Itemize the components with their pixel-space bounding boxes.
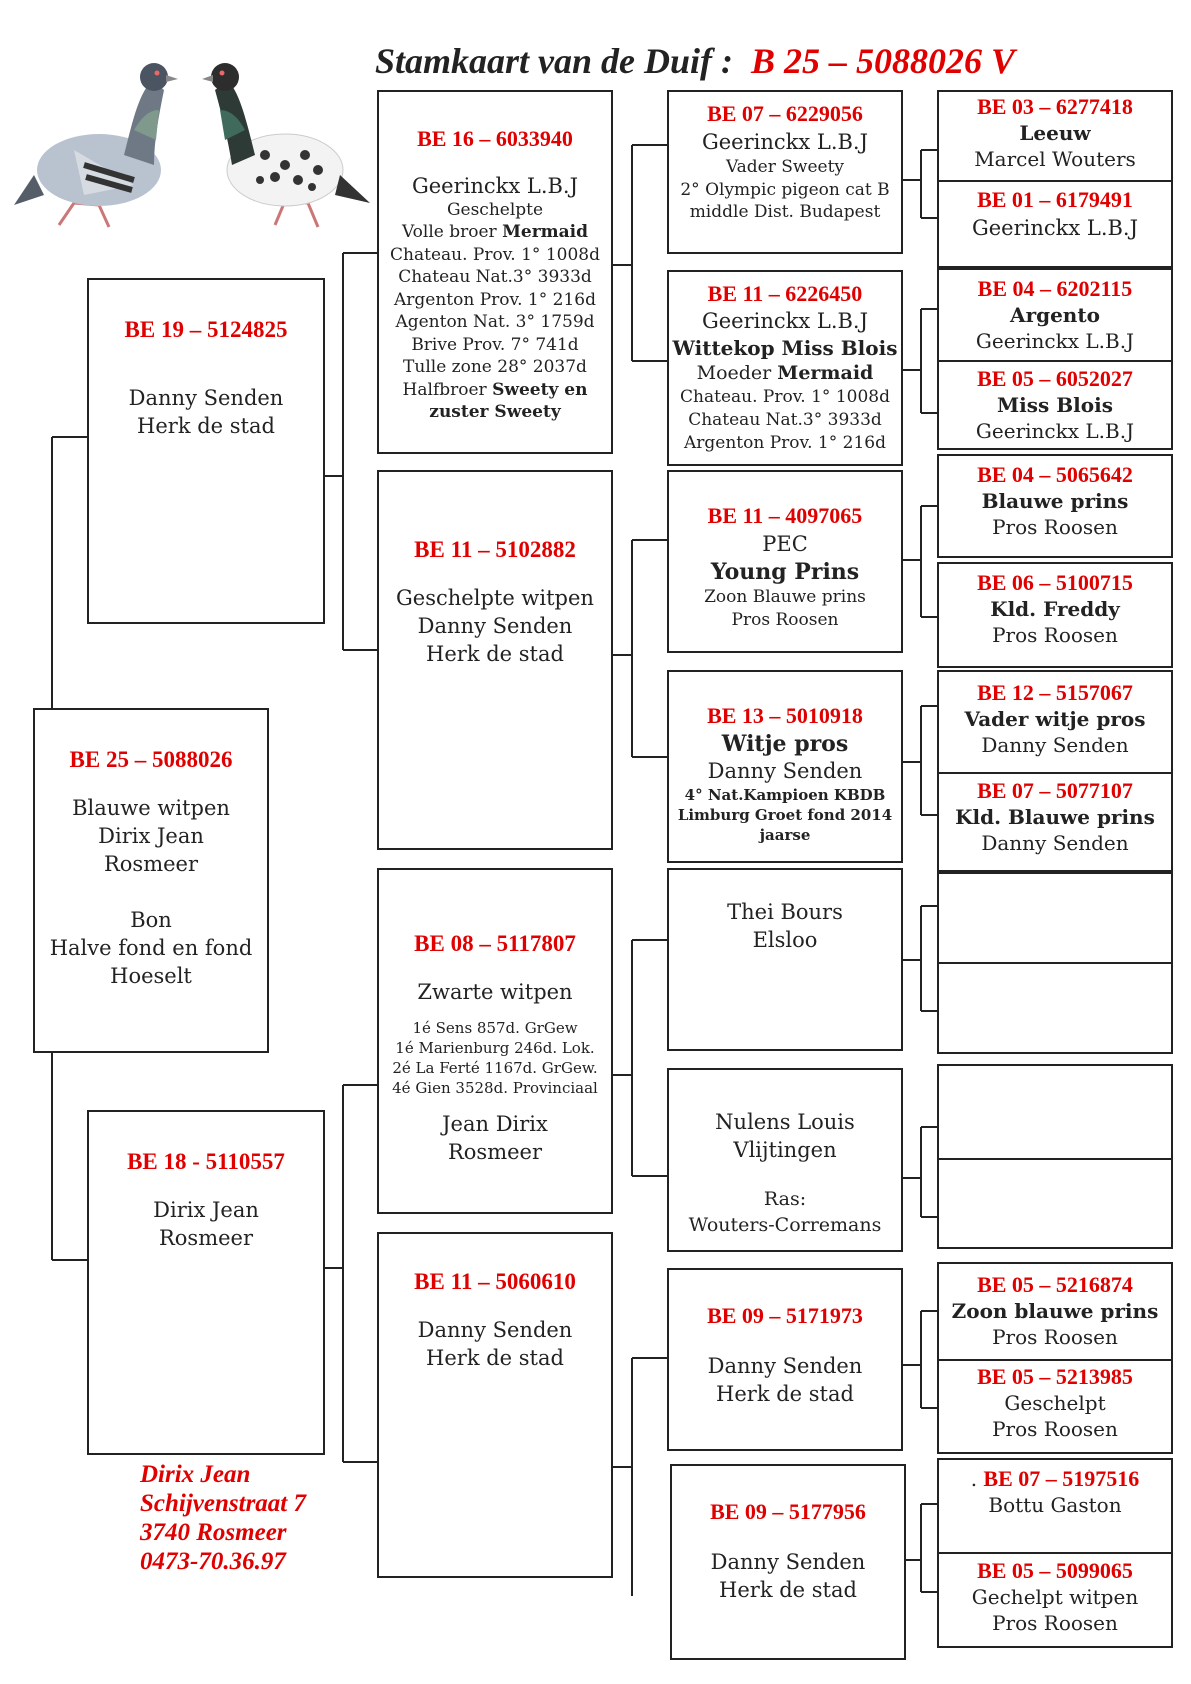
- color-line: Gechelpt witpen: [971, 1585, 1139, 1609]
- result-line: 4° Nat.Kampioen KBDB: [684, 786, 886, 804]
- owner-line: Geerinckx L.B.J: [971, 216, 1139, 240]
- pigeon-name: Zoon blauwe prins: [951, 1299, 1159, 1323]
- pigeon-name: Miss Blois: [997, 393, 1113, 417]
- ring-number: BE 05 – 5099065: [977, 1558, 1133, 1583]
- ring-number: BE 11 – 4097065: [707, 503, 863, 528]
- ring-number: BE 04 – 6202115: [977, 276, 1133, 301]
- ring-line: . BE 07 – 5197516: [970, 1466, 1140, 1491]
- ring-number: BE 09 – 5171973: [707, 1303, 863, 1328]
- owner-line: Herk de stad: [719, 1578, 857, 1602]
- mmf-box: [667, 1268, 903, 1451]
- bird-line: Rosmeer: [103, 852, 199, 876]
- ring-number: BE 09 – 5177956: [710, 1499, 866, 1524]
- ring-number: BE 16 – 6033940: [417, 126, 573, 151]
- info-line: 2° Olympic pigeon cat B: [680, 179, 890, 200]
- pigeon-name: Kld. Freddy: [990, 597, 1120, 621]
- result-line: 2é La Ferté 1167d. GrGew.: [392, 1059, 598, 1077]
- bird-line: [35, 878, 267, 906]
- pigeon-name: Witje pros: [721, 731, 849, 757]
- bird-line: Halve fond en fond: [49, 936, 253, 960]
- breed-line: Wouters-Corremans: [688, 1214, 882, 1236]
- result-line: Chateau. Prov. 1° 1008d: [390, 244, 600, 265]
- org-line: PEC: [762, 532, 808, 556]
- owner-line: Danny Senden: [417, 1318, 573, 1342]
- ring-number: BE 05 – 5213985: [977, 1364, 1133, 1389]
- info-line: Zoon Blauwe prins: [704, 587, 866, 607]
- owner-line: Dirix Jean: [153, 1198, 259, 1222]
- owner-line: Danny Senden: [707, 1354, 863, 1378]
- owner-line: Pros Roosen: [992, 515, 1118, 539]
- result-line: Argenton Prov. 1° 216d: [684, 433, 886, 453]
- bird-line: Dirix Jean: [98, 824, 204, 848]
- owner-line: Bottu Gaston: [988, 1493, 1122, 1517]
- father-mother-box: [377, 470, 613, 850]
- subject-pigeon-box: [33, 708, 269, 1053]
- sibling-line: Volle broer Mermaid: [401, 222, 589, 242]
- bird-line: Bon: [130, 908, 172, 932]
- blue-pigeon-image: [14, 55, 179, 233]
- owner-address: [140, 1460, 306, 1576]
- owner-line: Marcel Wouters: [974, 147, 1136, 171]
- mff-box: [667, 868, 903, 1051]
- ring-number: BE 04 – 5065642: [977, 462, 1133, 487]
- sibling-line: Halfbroer Sweety en: [402, 379, 588, 400]
- ring-number: BE 03 – 6277418: [977, 94, 1133, 119]
- ring-number: BE 19 – 5124825: [124, 317, 288, 342]
- owner-line: Pros Roosen: [992, 1325, 1118, 1349]
- ffm-box: [667, 270, 903, 466]
- owner-line: Danny Senden: [128, 386, 284, 410]
- owner-phone: 0473-70.36.97: [140, 1548, 286, 1575]
- ring-number: BE 07 – 5197516: [983, 1466, 1140, 1491]
- owner-line: Rosmeer: [158, 1226, 254, 1250]
- g5-group-4: [937, 1262, 1173, 1454]
- owner-line: Pros Roosen: [992, 1611, 1118, 1635]
- owner-line: Geerinckx L.B.J: [701, 130, 869, 154]
- ring-number: BE 18 - 5110557: [127, 1149, 285, 1174]
- ring-number: BE 25 – 5088026: [69, 747, 233, 772]
- owner-line: Danny Senden: [707, 759, 863, 783]
- color-line: Geschelpte: [446, 199, 544, 220]
- father-father-box: [377, 90, 613, 454]
- pigeon-name: Kld. Blauwe prins: [955, 805, 1155, 829]
- pigeon-name: Vader witje pros: [964, 707, 1146, 731]
- result-line: Chateau. Prov. 1° 1008d: [680, 387, 890, 407]
- pigeon-name: Wittekop Miss Blois: [672, 336, 898, 360]
- result-line: Chateau Nat.3° 3933d: [398, 267, 592, 287]
- sibling-line: Moeder Mermaid: [696, 362, 874, 384]
- ring-number: BE 05 – 6052027: [977, 366, 1133, 391]
- ring-number: BE 11 – 5060610: [414, 1269, 576, 1294]
- fmf-box: [667, 470, 903, 653]
- owner-line: Jean Dirix: [442, 1112, 548, 1136]
- owner-line: Geerinckx L.B.J: [975, 419, 1135, 443]
- owner-line: Herk de stad: [716, 1382, 854, 1406]
- info-line: Pros Roosen: [731, 610, 839, 630]
- result-line: Agenton Nat. 3° 1759d: [395, 312, 595, 332]
- result-line: jaarse: [759, 826, 811, 844]
- ring-number: BE 01 – 6179491: [977, 187, 1133, 212]
- owner-line: Geschelpte witpen: [396, 586, 594, 610]
- g5-box-5: [937, 454, 1173, 558]
- owner-line: Rosmeer: [447, 1140, 543, 1164]
- owner-line: Herk de stad: [426, 1346, 564, 1370]
- color-line: Zwarte witpen: [417, 980, 573, 1004]
- mother-box: [87, 1110, 325, 1455]
- owner-line: Thei Bours: [727, 900, 843, 924]
- bird-line: Hoeselt: [110, 964, 192, 988]
- owner-line: Pros Roosen: [992, 1417, 1118, 1441]
- fff-box: [667, 90, 903, 254]
- mfm-box: [667, 1068, 903, 1252]
- owner-line: Geerinckx L.B.J: [975, 329, 1135, 353]
- owner-line: Pros Roosen: [992, 623, 1118, 647]
- pigeon-name: Argento: [1010, 303, 1100, 327]
- owner-line: Danny Senden: [981, 733, 1129, 757]
- owner-line: Nulens Louis: [715, 1110, 855, 1134]
- mmm-box: [670, 1464, 906, 1660]
- checkered-pigeon-image: [200, 55, 370, 233]
- result-line: Limburg Groet fond 2014: [677, 806, 893, 824]
- ring-number: BE 12 – 5157067: [977, 680, 1133, 705]
- breed-line: Ras:: [763, 1188, 807, 1210]
- owner-city: 3740 Rosmeer: [140, 1519, 287, 1546]
- result-line: 1é Sens 857d. GrGew: [412, 1019, 578, 1037]
- g5-empty-group-2: [937, 1064, 1173, 1249]
- g5-group-1: [937, 90, 1173, 268]
- result-line: 1é Marienburg 246d. Lok.: [395, 1039, 595, 1057]
- result-line: Argenton Prov. 1° 216d: [394, 289, 596, 310]
- pigeon-name: Blauwe prins: [981, 489, 1129, 513]
- ring-number: BE 07 – 6229056: [707, 101, 863, 126]
- owner-name: Dirix Jean: [140, 1461, 251, 1488]
- mother-father-box: [377, 868, 613, 1214]
- info-line: Vader Sweety: [725, 157, 845, 177]
- ring-number: BE 06 – 5100715: [977, 570, 1133, 595]
- bird-line: Blauwe witpen: [72, 796, 230, 820]
- info-line: middle Dist. Budapest: [689, 202, 881, 222]
- g5-box-6: [937, 562, 1173, 668]
- owner-line: Geerinckx L.B.J: [411, 173, 579, 198]
- ring-number: BE 11 – 5102882: [414, 537, 576, 562]
- g5-group-5: [937, 1458, 1173, 1648]
- result-line: 4é Gien 3528d. Provinciaal: [392, 1079, 598, 1097]
- owner-line: Danny Senden: [710, 1550, 866, 1574]
- owner-line: Geerinckx L.B.J: [701, 309, 869, 333]
- ring-number: BE 13 – 5010918: [707, 703, 863, 728]
- result-line: Brive Prov. 7° 741d: [411, 334, 579, 355]
- ring-number: BE 05 – 5216874: [977, 1272, 1133, 1297]
- owner-line: Herk de stad: [137, 414, 275, 438]
- g5-group-3: [937, 670, 1173, 872]
- ring-number: BE 11 – 6226450: [707, 281, 863, 306]
- page-title: Stamkaart van de Duif : B 25 – 5088026 V: [375, 41, 1016, 81]
- ring-number: BE 07 – 5077107: [977, 778, 1133, 803]
- g5-empty-group-1: [937, 872, 1173, 1054]
- pigeon-name: Young Prins: [710, 559, 860, 585]
- result-line: Tulle zone 28° 2037d: [403, 357, 587, 377]
- fmm-box: [667, 670, 903, 863]
- result-line: Chateau Nat.3° 3933d: [688, 410, 882, 430]
- owner-line: Danny Senden: [417, 614, 573, 638]
- g5-group-2: [937, 268, 1173, 450]
- color-line: Geschelpt: [1004, 1391, 1106, 1415]
- owner-line: Herk de stad: [426, 642, 564, 666]
- sibling-line: zuster Sweety: [429, 402, 561, 422]
- mother-mother-box: [377, 1232, 613, 1578]
- owner-line: Elsloo: [752, 928, 818, 952]
- ring-number: BE 08 – 5117807: [414, 931, 576, 956]
- owner-line: Danny Senden: [981, 831, 1129, 855]
- owner-line: Vlijtingen: [733, 1138, 837, 1162]
- pigeon-name: Leeuw: [1019, 121, 1091, 145]
- owner-street: Schijvenstraat 7: [140, 1490, 306, 1517]
- father-box: [87, 278, 325, 624]
